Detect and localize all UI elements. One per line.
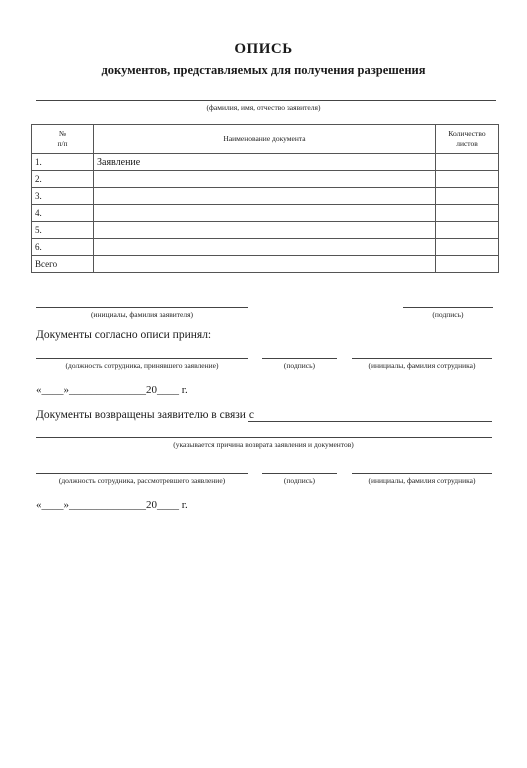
accepted-signature-line[interactable] [262, 358, 337, 359]
table-row [32, 205, 499, 222]
header-sheets: Количество листов [436, 125, 499, 154]
row-document-name[interactable] [94, 171, 436, 188]
row-sheets[interactable] [436, 188, 499, 205]
row-number: 3. [32, 188, 94, 205]
returned-date-field[interactable]: «____»______________20____ г. [36, 499, 188, 511]
table-row [32, 188, 499, 205]
returned-position-line[interactable] [36, 473, 248, 474]
row-sheets[interactable] [436, 154, 499, 171]
applicant-name-caption: (фамилия, имя, отчество заявителя) [206, 103, 321, 112]
row-sheets[interactable] [436, 222, 499, 239]
row-document-name[interactable] [94, 205, 436, 222]
table-row [32, 222, 499, 239]
row-number: 1. [32, 154, 94, 171]
accepted-name-caption: (инициалы, фамилия сотрудника) [368, 361, 476, 370]
row-number: Всего [32, 256, 94, 273]
accepted-position-line[interactable] [36, 358, 248, 359]
accepted-label: Документы согласно описи принял: [36, 329, 212, 341]
applicant-name-line[interactable] [36, 100, 496, 101]
row-number: 4. [32, 205, 94, 222]
accepted-position-caption: (должность сотрудника, принявшего заявление) [65, 361, 219, 370]
accepted-signature-caption: (подпись) [283, 361, 316, 370]
document-subtitle: документов, представляемых для получения разрешения [101, 63, 426, 77]
row-sheets[interactable] [436, 205, 499, 222]
returned-name-line[interactable] [352, 473, 492, 474]
returned-name-caption: (инициалы, фамилия сотрудника) [368, 476, 476, 485]
row-document-name[interactable] [94, 256, 436, 273]
accepted-name-line[interactable] [352, 358, 492, 359]
returned-signature-caption: (подпись) [283, 476, 316, 485]
header-number: № п/п [32, 125, 94, 154]
row-sheets[interactable] [436, 256, 499, 273]
row-sheets[interactable] [436, 171, 499, 188]
returned-reason-line-1[interactable] [248, 421, 492, 422]
document-title: ОПИСЬ [234, 41, 293, 57]
row-number: 5. [32, 222, 94, 239]
row-document-name[interactable] [94, 188, 436, 205]
table-row [32, 154, 499, 171]
table-header-row [32, 125, 499, 154]
returned-label: Документы возвращены заявителю в связи с [36, 409, 254, 421]
row-document-name[interactable]: Заявление [94, 154, 436, 171]
returned-reason-caption: (указывается причина возврата заявления и документов) [173, 440, 354, 449]
returned-position-caption: (должность сотрудника, рассмотревшего заявление) [58, 476, 226, 485]
header-document-name: Наименование документа [94, 125, 436, 154]
table-total-row [32, 256, 499, 273]
documents-table [31, 124, 499, 273]
applicant-signature-line[interactable] [403, 307, 493, 308]
row-sheets[interactable] [436, 239, 499, 256]
returned-reason-line-2[interactable] [36, 437, 492, 438]
row-document-name[interactable] [94, 239, 436, 256]
table-row [32, 239, 499, 256]
applicant-initials-caption: (инициалы, фамилия заявителя) [90, 310, 194, 319]
applicant-signature-caption: (подпись) [432, 310, 464, 319]
row-number: 2. [32, 171, 94, 188]
applicant-initials-line[interactable] [36, 307, 248, 308]
row-document-name[interactable] [94, 222, 436, 239]
returned-signature-line[interactable] [262, 473, 337, 474]
row-number: 6. [32, 239, 94, 256]
accepted-date-field[interactable]: «____»______________20____ г. [36, 384, 188, 396]
table-row [32, 171, 499, 188]
